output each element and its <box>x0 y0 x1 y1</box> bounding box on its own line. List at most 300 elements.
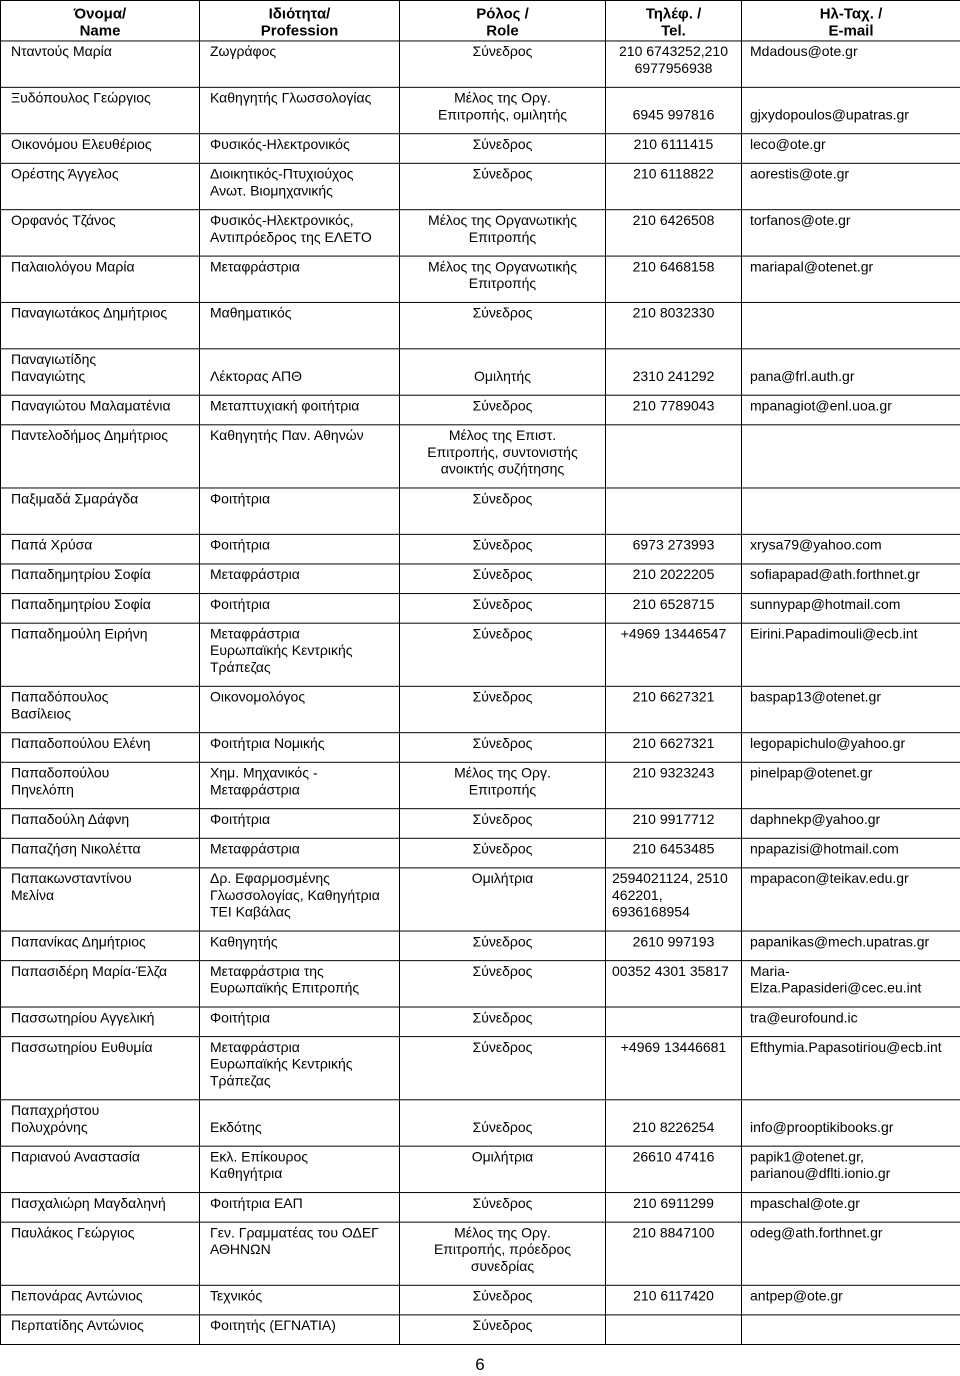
cell-role <box>400 210 606 256</box>
cell-role-line: Σύνεδρος <box>472 840 533 857</box>
cell-tel-line: 6973 273993 <box>632 536 715 553</box>
cell-tel <box>606 425 742 488</box>
cell-tel-line: 6977956938 <box>634 60 713 76</box>
cell-email-line: daphnekp@yahoo.gr <box>750 811 881 827</box>
cell-email-line: parianou@dflti.ionio.gr <box>750 1165 891 1182</box>
cell-name-line: Παπαδημούλη Ειρήνη <box>11 625 148 642</box>
cell-role-line: Σύνεδρος <box>472 1039 533 1055</box>
cell-email-line: papik1@otenet.gr, <box>750 1148 864 1165</box>
cell-tel-line: 210 8032330 <box>632 304 715 321</box>
cell-email <box>742 594 960 624</box>
cell-name-line: Πολυχρόνης <box>11 1119 88 1135</box>
table-header-row <box>1 0 960 40</box>
cell-email <box>742 1315 960 1345</box>
cell-profession-line: Φοιτήτρια <box>210 490 271 507</box>
cell-email <box>742 931 960 961</box>
cell-profession-line: Φυσικός-Ηλεκτρονικός <box>210 136 350 152</box>
cell-email-line: leco@ote.gr <box>750 136 826 152</box>
cell-tel-line: 2610 997193 <box>632 933 715 950</box>
cell-profession <box>200 838 400 868</box>
cell-role-line: Σύνεδρος <box>472 933 533 950</box>
cell-tel-line: 210 6426508 <box>632 212 715 228</box>
cell-email <box>742 134 960 164</box>
cell-role-line: Σύνεδρος <box>472 1287 533 1304</box>
cell-email-line: odeg@ath.forthnet.gr <box>750 1224 883 1241</box>
cell-profession-line: Μαθηματικός <box>210 304 292 321</box>
cell-email-line: mariapal@otenet.gr <box>750 258 874 275</box>
cell-email <box>742 868 960 931</box>
cell-role <box>400 1007 606 1037</box>
cell-role <box>400 134 606 164</box>
cell-profession <box>200 961 400 1007</box>
cell-tel <box>606 256 742 302</box>
cell-name-line: Παπαδοπούλου Ελένη <box>11 735 151 751</box>
cell-role-line: Μέλος της Επιστ. <box>448 427 557 444</box>
cell-role-line: Επιτροπής <box>468 228 537 245</box>
cell-profession-line: Καθηγητής Γλωσσολογίας <box>210 89 372 106</box>
cell-email <box>742 488 960 534</box>
cell-tel <box>606 134 742 164</box>
cell-tel-line: 210 6453485 <box>632 840 715 857</box>
cell-profession-line: Φυσικός-Ηλεκτρονικός, <box>210 212 354 228</box>
cell-name <box>1 302 200 348</box>
cell-profession-line: Φοιτήτρια Νομικής <box>210 735 325 751</box>
cell-email-line: gjxydopoulos@upatras.gr <box>750 106 909 123</box>
cell-tel-line: +4969 13446547 <box>620 625 727 642</box>
table-row <box>1 41 960 87</box>
cell-name-line: Βασίλειος <box>11 705 72 722</box>
cell-email <box>742 1222 960 1285</box>
cell-tel <box>606 623 742 686</box>
cell-name-line: Παπανίκας Δημήτριος <box>11 933 146 950</box>
table-row <box>1 488 960 534</box>
table-row <box>1 1007 960 1037</box>
cell-email <box>742 623 960 686</box>
cell-role <box>400 87 606 133</box>
cell-tel <box>606 564 742 594</box>
cell-tel-line: 210 7789043 <box>632 397 715 414</box>
cell-role-line: Σύνεδρος <box>472 1119 533 1135</box>
cell-name-line: Παναγιώτης <box>11 368 86 384</box>
table-row <box>1 564 960 594</box>
cell-profession <box>200 163 400 209</box>
cell-role-line: Σύνεδρος <box>472 43 533 60</box>
cell-email-line: sunnypap@hotmail.com <box>750 596 901 612</box>
cell-role-line: Σύνεδρος <box>472 596 533 612</box>
cell-profession <box>200 931 400 961</box>
cell-profession <box>200 41 400 87</box>
table-row <box>1 163 960 209</box>
cell-email <box>742 210 960 256</box>
cell-profession-line: Τεχνικός <box>210 1287 263 1304</box>
table-row <box>1 594 960 624</box>
cell-name-line: Παναγιωτίδης <box>11 351 97 368</box>
cell-tel <box>606 838 742 868</box>
cell-email-line: Maria- <box>750 963 790 979</box>
cell-email-line: pana@frl.auth.gr <box>750 368 855 384</box>
table-row <box>1 1146 960 1192</box>
cell-email <box>742 1037 960 1100</box>
cell-profession <box>200 349 400 395</box>
cell-profession-line: Φοιτήτρια <box>210 536 271 553</box>
cell-tel <box>606 210 742 256</box>
cell-profession-line: Φοιτήτρια <box>210 811 271 827</box>
cell-role <box>400 41 606 87</box>
page-number: 6 <box>475 1355 485 1374</box>
cell-name-line: Παπαζήση Νικολέττα <box>11 840 141 857</box>
table-row <box>1 961 960 1007</box>
cell-email <box>742 41 960 87</box>
cell-tel <box>606 1037 742 1100</box>
cell-role <box>400 425 606 488</box>
cell-profession-line: Φοιτήτρια <box>210 1009 271 1026</box>
cell-role <box>400 1222 606 1285</box>
table-row <box>1 868 960 931</box>
cell-profession-line: Μεταφράστρια <box>210 840 300 857</box>
cell-role <box>400 1285 606 1315</box>
table-row <box>1 809 960 839</box>
cell-name-line: Παριανού Αναστασία <box>11 1148 141 1165</box>
cell-role-line: Επιτροπής <box>468 275 537 292</box>
cell-profession <box>200 686 400 732</box>
cell-email-line: pinelpap@otenet.gr <box>750 764 873 781</box>
cell-profession-line: Μεταφράστρια <box>210 566 300 583</box>
cell-email-line <box>750 305 955 322</box>
cell-tel <box>606 302 742 348</box>
cell-email <box>742 302 960 348</box>
cell-name <box>1 868 200 931</box>
cell-email <box>742 349 960 395</box>
cell-role <box>400 961 606 1007</box>
cell-profession-line: Χημ. Μηχανικός - <box>210 764 318 781</box>
cell-email-line: baspap13@otenet.gr <box>750 688 881 705</box>
cell-tel-line: 2310 241292 <box>632 368 715 384</box>
cell-profession-line: ΤΕΙ Καβάλας <box>210 903 291 920</box>
cell-name <box>1 41 200 87</box>
cell-name <box>1 256 200 302</box>
cell-profession <box>200 210 400 256</box>
cell-profession-line: Φοιτήτρια <box>210 596 271 612</box>
cell-role-line: Σύνεδρος <box>472 1009 533 1026</box>
cell-name-line: Παναγιωτάκος Δημήτριος <box>11 304 168 321</box>
cell-name <box>1 623 200 686</box>
cell-role-line: Σύνεδρος <box>472 688 533 705</box>
cell-email <box>742 425 960 488</box>
cell-name-line: Πασχαλιώρη Μαγδαληνή <box>11 1195 166 1211</box>
cell-role-line: Σύνεδρος <box>472 1195 533 1211</box>
cell-email-line <box>750 490 955 507</box>
cell-name <box>1 931 200 961</box>
cell-tel-line <box>610 1009 737 1026</box>
cell-name <box>1 961 200 1007</box>
cell-role <box>400 534 606 564</box>
cell-role-line: Σύνεδρος <box>472 165 533 182</box>
cell-profession <box>200 256 400 302</box>
cell-profession-line: Μεταφράστρια <box>210 781 300 798</box>
cell-role-line: Σύνεδρος <box>472 536 533 553</box>
cell-tel <box>606 733 742 763</box>
table-row <box>1 838 960 868</box>
cell-name <box>1 686 200 732</box>
cell-role <box>400 623 606 686</box>
cell-name-line: Παπαδημητρίου Σοφία <box>11 566 151 583</box>
cell-profession <box>200 1222 400 1285</box>
cell-tel-line <box>610 90 737 107</box>
cell-profession-line: Ευρωπαϊκής Κεντρικής <box>210 1055 353 1072</box>
cell-email-line <box>750 90 955 107</box>
cell-role <box>400 488 606 534</box>
cell-email <box>742 961 960 1007</box>
cell-profession <box>200 1100 400 1146</box>
cell-name-line: Ορέστης Άγγελος <box>11 165 119 182</box>
cell-name <box>1 594 200 624</box>
cell-name-line: Περπατίδης Αντώνιος <box>11 1317 144 1334</box>
table-row <box>1 425 960 488</box>
table-row <box>1 134 960 164</box>
cell-profession-line: Ζωγράφος <box>210 43 277 60</box>
cell-role-line: Μέλος της Οργ. <box>454 1224 551 1241</box>
cell-role <box>400 762 606 808</box>
table-body <box>1 41 960 1345</box>
cell-tel-line <box>610 1317 737 1334</box>
cell-tel <box>606 1007 742 1037</box>
cell-tel <box>606 1193 742 1223</box>
cell-email-line: info@prooptikibooks.gr <box>750 1119 894 1135</box>
cell-name <box>1 733 200 763</box>
table-row <box>1 302 960 348</box>
cell-role <box>400 1146 606 1192</box>
cell-role-line: συνεδρίας <box>470 1258 535 1274</box>
cell-name <box>1 87 200 133</box>
cell-tel-line: 6945 997816 <box>632 106 715 123</box>
cell-name <box>1 762 200 808</box>
cell-name <box>1 1222 200 1285</box>
cell-name-line: Ξυδόπουλος Γεώργιος <box>11 89 151 106</box>
cell-role <box>400 1037 606 1100</box>
cell-profession <box>200 87 400 133</box>
cell-email-line <box>750 1317 955 1334</box>
cell-role-line: Ομιλήτρια <box>471 870 534 887</box>
cell-tel-line: 26610 47416 <box>632 1148 715 1165</box>
cell-name <box>1 1007 200 1037</box>
cell-email <box>742 733 960 763</box>
cell-tel <box>606 1100 742 1146</box>
cell-email-line: tra@eurofound.ic <box>750 1009 858 1026</box>
cell-name-line: Παξιμαδά Σμαράγδα <box>11 490 139 507</box>
cell-tel-line: 210 2022205 <box>632 566 715 583</box>
cell-role <box>400 868 606 931</box>
cell-profession <box>200 594 400 624</box>
cell-name <box>1 488 200 534</box>
cell-email <box>742 838 960 868</box>
cell-profession <box>200 564 400 594</box>
cell-name <box>1 564 200 594</box>
cell-profession-line: Λέκτορας ΑΠΘ <box>210 368 302 384</box>
cell-role-line: Σύνεδρος <box>472 625 533 642</box>
table-row <box>1 210 960 256</box>
cell-name-line: Παλαιολόγου Μαρία <box>11 258 135 275</box>
cell-tel-line <box>610 490 737 507</box>
cell-role-line: Σύνεδρος <box>472 397 533 414</box>
cell-profession <box>200 1037 400 1100</box>
cell-profession-line: Οικονομολόγος <box>210 688 306 705</box>
cell-profession <box>200 762 400 808</box>
cell-email <box>742 87 960 133</box>
cell-tel <box>606 488 742 534</box>
cell-email-line: antpep@ote.gr <box>750 1287 843 1304</box>
cell-tel-line: 210 9323243 <box>632 764 715 781</box>
cell-role-line: Σύνεδρος <box>472 136 533 152</box>
cell-tel-line: 210 6743252,210 <box>619 43 728 60</box>
cell-name-line: Ορφανός Τζάνος <box>11 212 116 228</box>
cell-profession-line: Μεταπτυχιακή φοιτήτρια <box>210 397 360 414</box>
cell-email <box>742 1146 960 1192</box>
cell-profession-line: Δρ. Εφαρμοσμένης <box>210 870 330 887</box>
cell-profession <box>200 488 400 534</box>
cell-profession-line: Καθηγητής Παν. Αθηνών <box>210 427 364 444</box>
cell-email <box>742 1100 960 1146</box>
cell-name-line: Παπά Χρύσα <box>11 536 93 553</box>
cell-tel <box>606 163 742 209</box>
cell-role-line: ανοικτής συζήτησης <box>440 460 565 477</box>
cell-tel-line: 210 9917712 <box>632 811 715 827</box>
cell-email-line: mpaschal@ote.gr <box>750 1195 860 1211</box>
cell-tel-line: 462201, 6936168954 <box>612 887 690 920</box>
cell-profession <box>200 395 400 425</box>
header-role: Ρόλος / Role <box>400 0 606 40</box>
cell-profession-line: Τράπεζας <box>210 659 271 675</box>
cell-name <box>1 1037 200 1100</box>
cell-name-line: Πηνελόπη <box>11 781 74 798</box>
cell-tel <box>606 534 742 564</box>
cell-name-line: Πεπονάρας Αντώνιος <box>11 1287 143 1304</box>
cell-role <box>400 256 606 302</box>
cell-profession-line: Εκδότης <box>210 1119 262 1135</box>
cell-profession-line: Μεταφράστρια <box>210 625 300 642</box>
cell-role-line: Ομιλήτρια <box>471 1148 534 1165</box>
cell-name-line: Μελίνα <box>11 887 55 903</box>
cell-role-line: Σύνεδρος <box>472 735 533 751</box>
cell-email-line: Eirini.Papadimouli@ecb.int <box>750 625 918 642</box>
cell-profession-line: Φοιτήτρια ΕΑΠ <box>210 1195 303 1211</box>
cell-email-line: Mdadous@ote.gr <box>750 43 858 60</box>
table-row <box>1 87 960 133</box>
header-name: Όνομα/ Name <box>1 0 200 40</box>
cell-tel <box>606 809 742 839</box>
cell-tel <box>606 1146 742 1192</box>
cell-name-line: Παπαδημητρίου Σοφία <box>11 596 151 612</box>
cell-role <box>400 1100 606 1146</box>
cell-name <box>1 1193 200 1223</box>
cell-role-line: Σύνεδρος <box>472 1317 533 1334</box>
cell-profession-line: Διοικητικός-Πτυχιούχος <box>210 165 354 182</box>
cell-email-line: sofiapapad@ath.forthnet.gr <box>750 566 920 583</box>
cell-name <box>1 134 200 164</box>
cell-tel <box>606 868 742 931</box>
cell-role-line: Σύνεδρος <box>472 963 533 979</box>
table-row <box>1 395 960 425</box>
cell-tel <box>606 87 742 133</box>
table-row <box>1 623 960 686</box>
cell-name-line: Πασσωτηρίου Αγγελική <box>11 1009 155 1026</box>
cell-profession-line: Ευρωπαϊκής Κεντρικής <box>210 642 353 659</box>
cell-email-line <box>750 351 955 368</box>
cell-name-line: Παπασιδέρη Μαρία-Έλζα <box>11 963 168 979</box>
cell-role-line: Μέλος της Οργανωτικής <box>428 212 577 228</box>
header-tel: Τηλέφ. / Tel. <box>606 0 742 40</box>
cell-profession <box>200 534 400 564</box>
cell-role <box>400 594 606 624</box>
cell-name-line: Παπακωνσταντίνου <box>11 870 132 887</box>
cell-tel <box>606 1222 742 1285</box>
cell-role-line: Μέλος της Οργ. <box>454 89 551 106</box>
cell-profession-line <box>210 351 394 368</box>
table-row <box>1 1037 960 1100</box>
cell-role <box>400 809 606 839</box>
cell-name-line: Πασσωτηρίου Ευθυμία <box>11 1039 153 1055</box>
cell-profession <box>200 134 400 164</box>
cell-role-line <box>404 1102 601 1119</box>
cell-role-line: Επιτροπής <box>468 781 537 798</box>
cell-profession-line: Τράπεζας <box>210 1072 271 1089</box>
cell-email <box>742 534 960 564</box>
cell-profession <box>200 809 400 839</box>
cell-tel-line: 210 6627321 <box>632 688 715 705</box>
cell-profession <box>200 302 400 348</box>
table-row <box>1 1193 960 1223</box>
header-email: Ηλ-Ταχ. / E-mail <box>742 0 960 40</box>
cell-role-line: Σύνεδρος <box>472 566 533 583</box>
cell-name <box>1 1285 200 1315</box>
cell-name <box>1 163 200 209</box>
cell-role <box>400 686 606 732</box>
cell-name <box>1 210 200 256</box>
cell-tel <box>606 1315 742 1345</box>
cell-tel-line: 00352 4301 35817 <box>612 963 729 979</box>
cell-email <box>742 163 960 209</box>
cell-tel-line: 210 6468158 <box>632 258 715 275</box>
cell-name-line: Παναγιώτου Μαλαματένια <box>11 397 171 414</box>
cell-email-line: torfanos@ote.gr <box>750 212 851 228</box>
cell-tel-line: 210 6117420 <box>633 1287 714 1304</box>
cell-profession <box>200 1007 400 1037</box>
cell-name <box>1 838 200 868</box>
cell-email <box>742 256 960 302</box>
cell-profession-line: Γλωσσολογίας, Καθηγήτρια <box>210 887 380 903</box>
table-row <box>1 1100 960 1146</box>
cell-email-line: mpanagiot@enl.uoa.gr <box>750 397 892 414</box>
cell-email <box>742 1285 960 1315</box>
cell-name-line: Παπαδούλη Δάφνη <box>11 811 130 827</box>
cell-role-line: Σύνεδρος <box>472 811 533 827</box>
cell-name <box>1 1100 200 1146</box>
cell-role <box>400 733 606 763</box>
cell-profession <box>200 425 400 488</box>
table-row <box>1 534 960 564</box>
cell-name-line: Οικονόμου Ελευθέριος <box>11 136 152 152</box>
cell-email-line: legopapichulo@yahoo.gr <box>750 735 906 751</box>
table-row <box>1 349 960 395</box>
cell-tel-line: +4969 13446681 <box>620 1039 727 1055</box>
cell-tel <box>606 686 742 732</box>
cell-role-line: Επιτροπής, συντονιστής <box>427 444 578 460</box>
cell-tel-line <box>610 1102 737 1119</box>
cell-tel-line <box>610 351 737 368</box>
cell-role-line: Σύνεδρος <box>472 490 533 507</box>
cell-email-line <box>750 427 955 444</box>
cell-profession <box>200 868 400 931</box>
cell-name <box>1 1146 200 1192</box>
